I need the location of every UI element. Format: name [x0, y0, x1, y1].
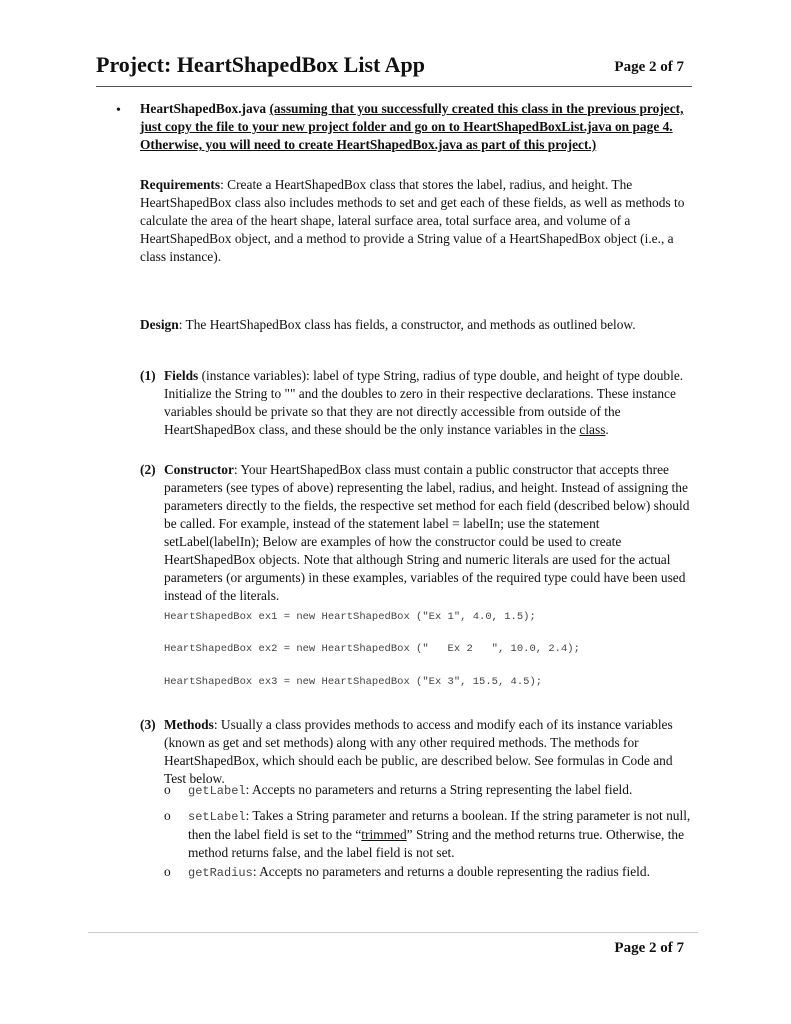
footer-page-number: Page 2 of 7 [614, 940, 684, 956]
requirements-paragraph [140, 176, 695, 266]
code-example-3: HeartShapedBox ex3 = new HeartShapedBox ("Ex 3", 15.5, 4.5); [164, 676, 543, 688]
method-description: : Accepts no parameters and returns a String representing the label field. [245, 782, 633, 797]
design-paragraph [140, 316, 695, 334]
code-example-2: HeartShapedBox ex2 = new HeartShapedBox (" Ex 2 ", 10.0, 2.4); [164, 643, 580, 655]
footer-divider [88, 932, 698, 933]
constructor-number: (2) [140, 462, 156, 477]
fields-text: (instance variables): label of type String, radius of type double, and height of type double. Initialize the String to "" and the doubles to zero in their respective declarations. These instance variables should be private so that they are not directly accessible from outside of the HeartShapedBox class, and these should be the only instance variables in the [164, 368, 684, 437]
method-item-getlabel [164, 781, 694, 800]
requirements-label: Requirements [140, 177, 221, 192]
page-title: Project: HeartShapedBox List App [96, 52, 425, 77]
methods-text: : Usually a class provides methods to access and modify each of its instance variables (known as get and set methods) along with any other required methods. The methods for HeartShapedBox, which should each be public, are described below. See formulas in Code and Test below. [164, 717, 673, 786]
constructor-section [140, 461, 695, 605]
methods-label: Methods [164, 717, 214, 732]
code-example-1: HeartShapedBox ex1 = new HeartShapedBox ("Ex 1", 4.0, 1.5); [164, 611, 536, 623]
circle-bullet-icon: o [164, 864, 171, 879]
method-description: : Takes a String parameter and returns a boolean. If the string parameter is not null, then the label field is set to the “ [188, 808, 691, 842]
method-name: setLabel [188, 810, 246, 824]
fields-number: (1) [140, 368, 156, 383]
circle-bullet-icon: o [164, 782, 171, 797]
design-text: : The HeartShapedBox class has fields, a constructor, and methods as outlined below. [178, 317, 636, 332]
design-label: Design [140, 317, 179, 332]
fields-label: Fields [164, 368, 199, 383]
intro-note: (assuming that you successfully created this class in the previous project, just copy the file to your new project folder and go on to HeartShapedBoxList.java on page 4. Otherwise, you will need to create HeartShapedBox.java as part of this project.) [140, 101, 684, 152]
fields-end: . [605, 422, 609, 437]
constructor-text: : Your HeartShapedBox class must contain a public constructor that accepts three parameters (see types of above) representing the label, radius, and height. Instead of assigning the parameters directly to the fields, the respective set method for each field (described below) should be called. For example, instead of the statement label = labelIn; use the statement setLabel(labelIn); Below are examples of how the constructor could be used to create HeartShapedBox objects. Note that although String and numeric literals are used for the actual parameters (or arguments) in these examples, variables of the required type could have been used instead of the literals. [164, 462, 690, 603]
intro-paragraph [140, 100, 695, 154]
intro-lead: HeartShapedBox.java [140, 101, 267, 116]
requirements-text: : Create a HeartShapedBox class that stores the label, radius, and height. The HeartShapedBox class also includes methods to set and get each of these fields, as well as methods to calculate the area of the heart shape, lateral surface area, total surface area, and volume of a HeartShapedBox object, and a method to provide a String value of a HeartShapedBox object (i.e., a class instance). [140, 177, 685, 264]
methods-number: (3) [140, 717, 156, 732]
method-description: : Accepts no parameters and returns a double representing the radius field. [252, 864, 650, 879]
fields-last-word: class [579, 422, 606, 437]
method-name: getRadius [188, 866, 253, 880]
method-item-setlabel [164, 807, 694, 862]
bullet-icon: • [116, 103, 121, 118]
circle-bullet-icon: o [164, 808, 171, 823]
header-page-number: Page 2 of 7 [614, 59, 684, 75]
method-description-end: ” String and the method returns true. Otherwise, the method returns false, and the label field is not set. [188, 827, 685, 860]
method-underlined-word: trimmed [361, 827, 407, 842]
constructor-label: Constructor [164, 462, 234, 477]
method-item-getradius [164, 863, 694, 882]
method-name: getLabel [188, 784, 246, 798]
page-header [96, 52, 692, 87]
methods-section [140, 716, 695, 788]
fields-section [140, 367, 695, 439]
